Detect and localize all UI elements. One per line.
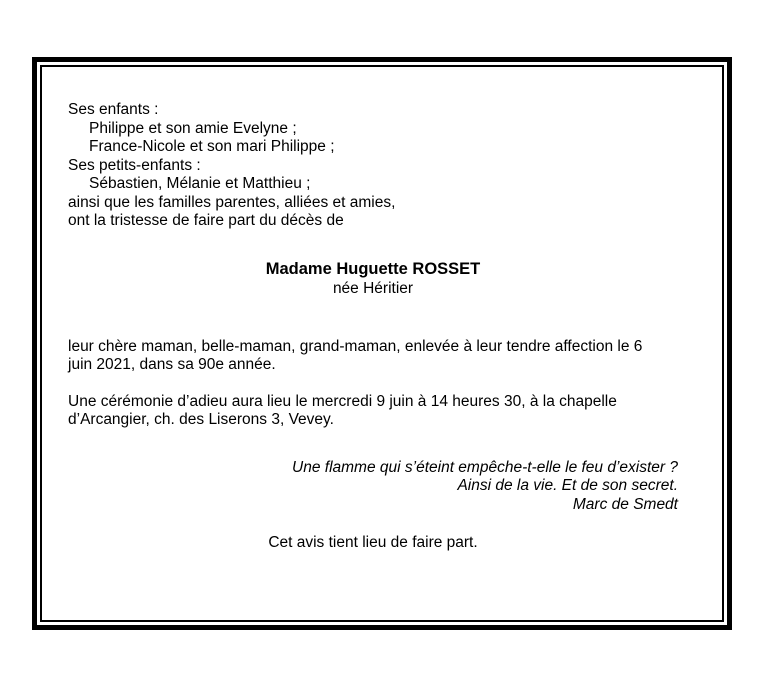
memorial-quote-line-1: Une flamme qui s’éteint empêche-t-elle le feu d’exister ? [292,458,678,476]
announcement-frame [32,57,732,630]
deceased-name-block [68,259,678,299]
family-line-child-1: Philippe et son amie Evelyne ; [89,119,297,137]
announcement-content [42,67,722,620]
maiden-name: née Héritier [332,279,414,297]
family-line-heading-grandchildren: Ses petits-enfants : [68,156,201,174]
family-line-heading-children: Ses enfants : [68,101,159,118]
family-line-relatives: ainsi que les familles parentes, alliées et amies, [68,193,396,211]
family-line-grandchildren: Sébastien, Mélanie et Matthieu ; [89,175,311,192]
deceased-name: Madame Huguette ROSSET [265,259,481,278]
announcement-frame-inner [40,65,724,622]
memorial-quote-line-2: Ainsi de la vie. Et de son secret. [457,477,678,494]
paragraph-relationship [68,338,678,375]
family-line-child-2: France-Nicole et son mari Philippe ; [89,138,335,155]
family-list [68,101,678,231]
paragraph-ceremony-line-2: d’Arcangier, ch. des Liserons 3, Vevey. [68,411,334,428]
paragraph-relationship-line-1: leur chère maman, belle-maman, grand-maman, enlevée à leur tendre affection le 6 [68,337,643,355]
memorial-quote [68,459,678,515]
closing-statement: Cet avis tient lieu de faire part. [268,534,478,551]
memorial-quote-attribution: Marc de Smedt [572,495,678,513]
paragraph-ceremony-line-1: Une cérémonie d’adieu aura lieu le mercredi 9 juin à 14 heures 30, à la chapelle [68,392,617,410]
paragraph-relationship-line-2: juin 2021, dans sa 90e année. [68,356,276,373]
paragraph-ceremony [68,393,678,430]
family-line-announcement: ont la tristesse de faire part du décès de [68,212,344,229]
